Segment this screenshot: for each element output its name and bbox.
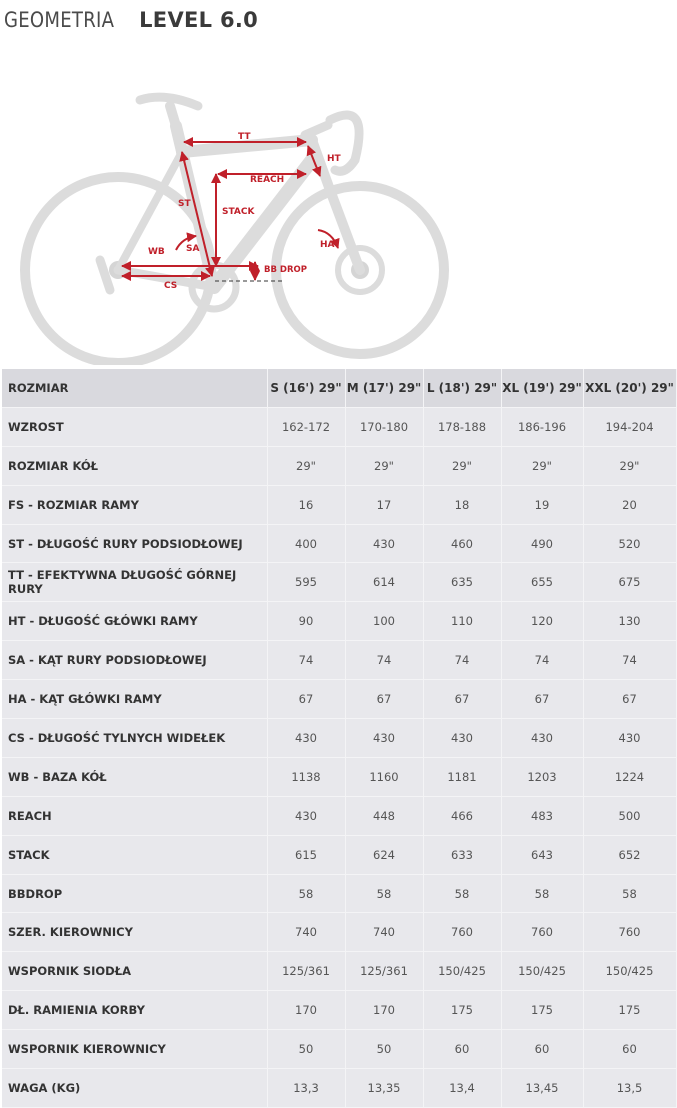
table-row [2, 874, 676, 913]
row-value: 13,5 [583, 1069, 676, 1108]
row-value: 74 [267, 641, 345, 680]
row-value: 58 [501, 874, 583, 913]
row-label: REACH [2, 796, 267, 835]
table-row [2, 913, 676, 952]
seatpost [170, 106, 176, 126]
bb-drop-label: BB DROP [264, 265, 307, 275]
row-value: 67 [345, 680, 423, 719]
header-size-m: M (17') 29" [345, 369, 423, 407]
tt-label: TT [238, 132, 251, 142]
row-label: SZER. KIEROWNICY [2, 913, 267, 952]
row-value: 760 [423, 913, 501, 952]
row-value: 490 [501, 524, 583, 563]
row-value: 175 [423, 991, 501, 1030]
row-value: 29" [267, 446, 345, 485]
row-value: 150/425 [501, 952, 583, 991]
row-value: 740 [267, 913, 345, 952]
row-value: 520 [583, 524, 676, 563]
row-value: 483 [501, 796, 583, 835]
row-value: 1181 [423, 757, 501, 796]
row-value: 130 [583, 602, 676, 641]
row-value: 74 [423, 641, 501, 680]
table-row [2, 719, 676, 758]
row-value: 58 [423, 874, 501, 913]
row-value: 1160 [345, 757, 423, 796]
st-label: ST [178, 199, 191, 209]
row-value: 466 [423, 796, 501, 835]
row-value: 19 [501, 485, 583, 524]
row-value: 595 [267, 563, 345, 602]
row-value: 643 [501, 835, 583, 874]
table-row [2, 835, 676, 874]
table-row [2, 641, 676, 680]
row-value: 430 [345, 524, 423, 563]
row-label: WSPORNIK KIEROWNICY [2, 1030, 267, 1069]
row-value: 29" [423, 446, 501, 485]
row-value: 430 [267, 796, 345, 835]
row-value: 20 [583, 485, 676, 524]
row-label: ROZMIAR KÓŁ [2, 446, 267, 485]
row-value: 186-196 [501, 407, 583, 446]
row-value: 1203 [501, 757, 583, 796]
row-value: 430 [583, 719, 676, 758]
ha-label: HA [320, 240, 335, 250]
row-label: STACK [2, 835, 267, 874]
row-value: 175 [501, 991, 583, 1030]
row-value: 430 [423, 719, 501, 758]
table-header-row [2, 369, 676, 407]
row-value: 1224 [583, 757, 676, 796]
row-label: HA - KĄT GŁÓWKI RAMY [2, 680, 267, 719]
row-value: 635 [423, 563, 501, 602]
table-row [2, 757, 676, 796]
table-row [2, 796, 676, 835]
row-value: 675 [583, 563, 676, 602]
ht-label: HT [327, 154, 341, 164]
row-label: WSPORNIK SIODŁA [2, 952, 267, 991]
row-label: FS - ROZMIAR RAMY [2, 485, 267, 524]
table-row [2, 991, 676, 1030]
header-size-xxl: XXL (20') 29" [583, 369, 676, 407]
title-model: LEVEL 6.0 [139, 8, 259, 32]
derailleur [100, 260, 110, 290]
sa-label: SA [186, 244, 200, 254]
row-value: 170 [267, 991, 345, 1030]
row-value: 58 [267, 874, 345, 913]
row-label: SA - KĄT RURY PODSIODŁOWEJ [2, 641, 267, 680]
row-label: DŁ. RAMIENIA KORBY [2, 991, 267, 1030]
row-value: 58 [583, 874, 676, 913]
row-label: CS - DŁUGOŚĆ TYLNYCH WIDEŁEK [2, 719, 267, 758]
table-row [2, 446, 676, 485]
row-value: 17 [345, 485, 423, 524]
bike-silhouette [25, 97, 444, 363]
bike-geometry-diagram [0, 80, 677, 365]
row-value: 400 [267, 524, 345, 563]
row-value: 460 [423, 524, 501, 563]
row-value: 120 [501, 602, 583, 641]
table-row [2, 952, 676, 991]
row-value: 150/425 [423, 952, 501, 991]
row-value: 29" [501, 446, 583, 485]
row-value: 178-188 [423, 407, 501, 446]
row-value: 13,45 [501, 1069, 583, 1108]
row-value: 1138 [267, 757, 345, 796]
row-label: HT - DŁUGOŚĆ GŁÓWKI RAMY [2, 602, 267, 641]
header-size-l: L (18') 29" [423, 369, 501, 407]
row-value: 430 [501, 719, 583, 758]
table-row [2, 485, 676, 524]
row-value: 90 [267, 602, 345, 641]
row-value: 760 [501, 913, 583, 952]
row-value: 74 [501, 641, 583, 680]
row-value: 500 [583, 796, 676, 835]
row-value: 170 [345, 991, 423, 1030]
row-value: 67 [423, 680, 501, 719]
row-value: 615 [267, 835, 345, 874]
stack-label: STACK [222, 207, 255, 217]
row-value: 16 [267, 485, 345, 524]
table-row [2, 602, 676, 641]
stem [305, 125, 328, 135]
row-value: 633 [423, 835, 501, 874]
row-label: ST - DŁUGOŚĆ RURY PODSIODŁOWEJ [2, 524, 267, 563]
row-value: 624 [345, 835, 423, 874]
row-value: 110 [423, 602, 501, 641]
page-title [4, 8, 258, 32]
row-value: 760 [583, 913, 676, 952]
row-value: 430 [267, 719, 345, 758]
row-value: 652 [583, 835, 676, 874]
row-value: 50 [345, 1030, 423, 1069]
header-size-label: ROZMIAR [2, 369, 267, 407]
row-value: 150/425 [583, 952, 676, 991]
row-value: 125/361 [267, 952, 345, 991]
wb-label: WB [148, 247, 165, 257]
row-value: 162-172 [267, 407, 345, 446]
row-value: 29" [345, 446, 423, 485]
geometry-table [2, 369, 677, 1108]
row-value: 60 [583, 1030, 676, 1069]
row-value: 448 [345, 796, 423, 835]
reach-label: REACH [250, 175, 285, 185]
row-value: 175 [583, 991, 676, 1030]
row-label: WAGA (KG) [2, 1069, 267, 1108]
row-value: 430 [345, 719, 423, 758]
row-value: 614 [345, 563, 423, 602]
header-size-xl: XL (19') 29" [501, 369, 583, 407]
row-label: WZROST [2, 407, 267, 446]
row-value: 67 [501, 680, 583, 719]
table-row [2, 1030, 676, 1069]
row-value: 170-180 [345, 407, 423, 446]
table-row [2, 563, 676, 602]
row-value: 67 [583, 680, 676, 719]
row-value: 100 [345, 602, 423, 641]
row-value: 74 [345, 641, 423, 680]
table-row [2, 680, 676, 719]
title-prefix: GEOMETRIA [4, 8, 115, 32]
row-value: 18 [423, 485, 501, 524]
table-row [2, 524, 676, 563]
row-label: TT - EFEKTYWNA DŁUGOŚĆ GÓRNEJ RURY [2, 563, 267, 602]
row-value: 29" [583, 446, 676, 485]
row-value: 60 [423, 1030, 501, 1069]
row-value: 740 [345, 913, 423, 952]
row-value: 13,4 [423, 1069, 501, 1108]
row-value: 13,35 [345, 1069, 423, 1108]
cs-label: CS [164, 281, 178, 291]
row-label: WB - BAZA KÓŁ [2, 757, 267, 796]
table-row [2, 407, 676, 446]
row-label: BBDROP [2, 874, 267, 913]
row-value: 194-204 [583, 407, 676, 446]
row-value: 50 [267, 1030, 345, 1069]
header-size-s: S (16') 29" [267, 369, 345, 407]
row-value: 74 [583, 641, 676, 680]
row-value: 67 [267, 680, 345, 719]
row-value: 58 [345, 874, 423, 913]
row-value: 125/361 [345, 952, 423, 991]
row-value: 60 [501, 1030, 583, 1069]
row-value: 655 [501, 563, 583, 602]
row-value: 13,3 [267, 1069, 345, 1108]
